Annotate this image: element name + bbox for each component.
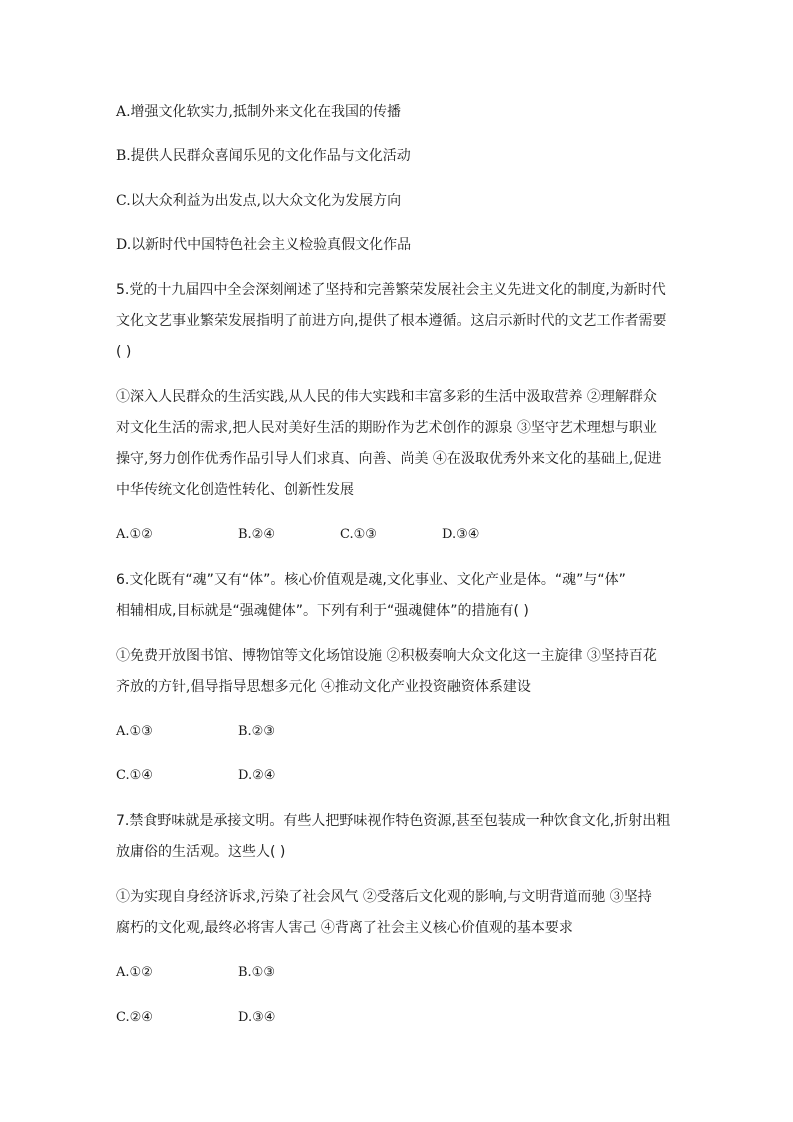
q5-item-line-3: 操守,努力创作优秀作品引导人们求真、向善、尚美 ④在汲取优秀外来文化的基础上,促进 bbox=[116, 451, 662, 467]
q4-option-d: D.以新时代中国特色社会主义检验真假文化作品 bbox=[116, 237, 412, 253]
q5-option-c: C.①③ bbox=[340, 527, 377, 542]
q5-stem-line-3: ( ) bbox=[116, 344, 132, 360]
q7-item-line-1: ①为实现自身经济诉求,污染了社会风气 ②受落后文化观的影响,与文明背道而驰 ③坚持 bbox=[116, 889, 652, 905]
q7-option-a: A.①② bbox=[116, 965, 153, 980]
q6-stem-line-2: 相辅相成,目标就是“强魂健体”。下列有利于“强魂健体”的措施有( ) bbox=[116, 603, 529, 619]
q5-option-b: B.②④ bbox=[238, 527, 275, 542]
q5-item-line-1: ①深入人民群众的生活实践,从人民的伟大实践和丰富多彩的生活中汲取营养 ②理解群众 bbox=[116, 389, 657, 405]
q7-item-line-2: 腐朽的文化观,最终必将害人害己 ④背离了社会主义核心价值观的基本要求 bbox=[116, 920, 573, 936]
q7-stem-line-2: 放庸俗的生活观。这些人( ) bbox=[116, 844, 286, 860]
q6-item-line-2: 齐放的方针,倡导指导思想多元化 ④推动文化产业投资融资体系建设 bbox=[116, 679, 531, 695]
q5-stem-line-2: 文化文艺事业繁荣发展指明了前进方向,提供了根本遵循。这启示新时代的文艺工作者需要 bbox=[116, 313, 667, 329]
q7-option-b: B.①③ bbox=[238, 965, 275, 980]
q4-option-b: B.提供人民群众喜闻乐见的文化作品与文化活动 bbox=[116, 148, 411, 164]
q6-option-a: A.①③ bbox=[116, 724, 153, 739]
q4-option-a: A.增强文化软实力,抵制外来文化在我国的传播 bbox=[116, 104, 402, 120]
q7-option-d: D.③④ bbox=[238, 1010, 276, 1025]
q5-option-a: A.①② bbox=[116, 527, 153, 542]
q5-item-line-4: 中华传统文化创造性转化、创新性发展 bbox=[116, 482, 354, 498]
q4-option-c: C.以大众利益为出发点,以大众文化为发展方向 bbox=[116, 193, 402, 209]
q5-option-d: D.③④ bbox=[442, 527, 480, 542]
q6-option-c: C.①④ bbox=[116, 768, 153, 783]
q7-stem-line-1: 7.禁食野味就是承接文明。有些人把野味视作特色资源,甚至包装成一种饮食文化,折射出粗 bbox=[116, 813, 671, 829]
q6-option-d: D.②④ bbox=[238, 768, 276, 783]
q6-stem-line-1: 6.文化既有“魂”又有“体”。核心价值观是魂,文化事业、文化产业是体。“魂”与“体” bbox=[116, 572, 626, 588]
q5-item-line-2: 对文化生活的需求,把人民对美好生活的期盼作为艺术创作的源泉 ③坚守艺术理想与职业 bbox=[116, 420, 657, 436]
q5-stem-line-1: 5.党的十九届四中全会深刻阐述了坚持和完善繁荣发展社会主义先进文化的制度,为新时代 bbox=[116, 282, 666, 298]
q6-item-line-1: ①免费开放图书馆、博物馆等文化场馆设施 ②积极奏响大众文化这一主旋律 ③坚持百花 bbox=[116, 648, 657, 664]
q6-option-b: B.②③ bbox=[238, 724, 275, 739]
q7-option-c: C.②④ bbox=[116, 1010, 153, 1025]
